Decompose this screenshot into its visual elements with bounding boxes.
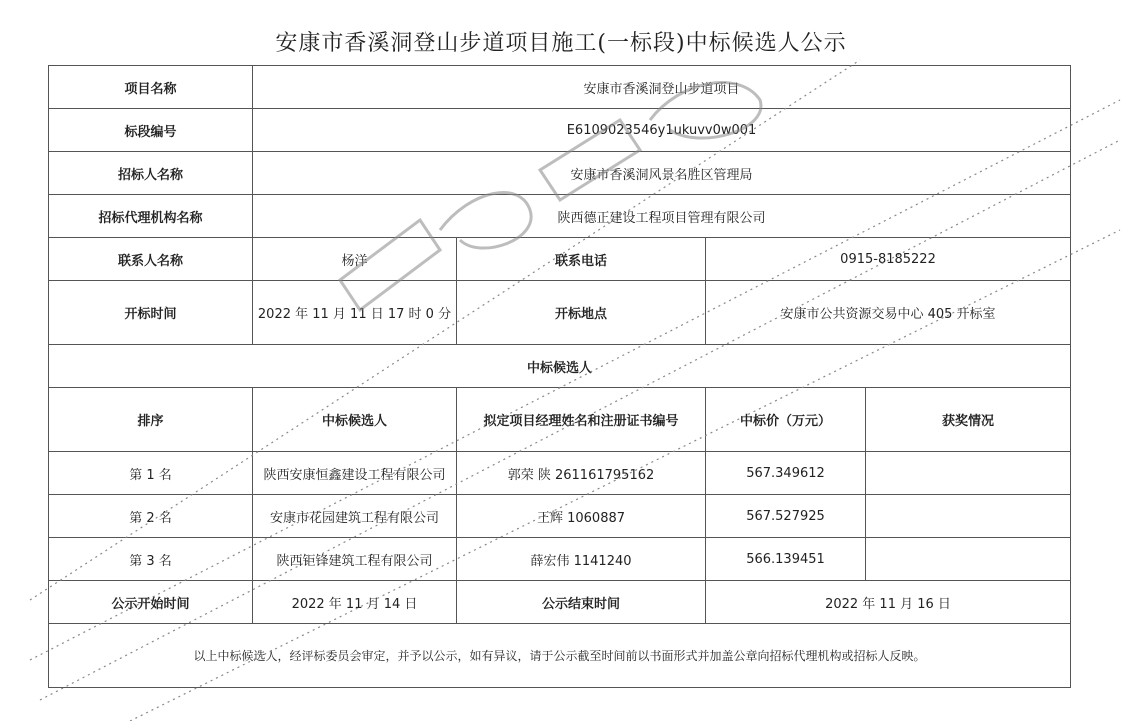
page-title: 安康市香溪洞登山步道项目施工(一标段)中标候选人公示 [275,31,847,56]
candidate-manager: 薛宏伟 1141240 [457,538,706,581]
candidate-company: 安康市花园建筑工程有限公司 [253,495,457,538]
publicity-start-value: 2022 年 11 月 14 日 [253,581,457,624]
table-row [49,538,1071,581]
bid-candidate-table [48,65,1071,688]
column-header-awards: 获奖情况 [866,388,1071,452]
contact-row [49,238,1071,281]
agency-value: 陕西德正建设工程项目管理有限公司 [253,195,1071,238]
contact-value: 杨洋 [253,238,457,281]
candidates-heading: 中标候选人 [49,345,1071,388]
candidate-company: 陕西钜锋建筑工程有限公司 [253,538,457,581]
open-place-value: 安康市公共资源交易中心 405 开标室 [706,281,1071,345]
candidate-price: 567.527925 [706,495,866,538]
section-number-label: 标段编号 [49,109,253,152]
candidate-manager: 王辉 1060887 [457,495,706,538]
agency-row [49,195,1071,238]
publicity-end-value: 2022 年 11 月 16 日 [706,581,1071,624]
candidates-heading-row [49,345,1071,388]
publicity-start-label: 公示开始时间 [49,581,253,624]
table-row [49,452,1071,495]
candidate-manager: 郭荣 陕 261161795162 [457,452,706,495]
column-header-candidate: 中标候选人 [253,388,457,452]
tenderer-row [49,152,1071,195]
tenderer-value: 安康市香溪洞风景名胜区管理局 [253,152,1071,195]
tenderer-label: 招标人名称 [49,152,253,195]
project-name-value: 安康市香溪洞登山步道项目 [253,66,1071,109]
publicity-end-label: 公示结束时间 [457,581,706,624]
phone-value: 0915-8185222 [706,238,1071,281]
phone-label: 联系电话 [457,238,706,281]
open-time-label: 开标时间 [49,281,253,345]
section-number-row [49,109,1071,152]
candidate-rank: 第 3 名 [49,538,253,581]
open-time-row [49,281,1071,345]
candidate-award [866,452,1071,495]
notice-row [49,624,1071,688]
agency-label: 招标代理机构名称 [49,195,253,238]
candidate-price: 566.139451 [706,538,866,581]
section-number-value: E6109023546y1ukuvv0w001 [253,109,1071,152]
contact-label: 联系人名称 [49,238,253,281]
candidate-price: 567.349612 [706,452,866,495]
project-name-label: 项目名称 [49,66,253,109]
candidates-header-row [49,388,1071,452]
notice-text: 以上中标候选人，经评标委员会审定，并予以公示，如有异议，请于公示截至时间前以书面形式并加盖公章向招标代理机构或招标人反映。 [49,624,1071,688]
candidate-rank: 第 1 名 [49,452,253,495]
candidate-company: 陕西安康恒鑫建设工程有限公司 [253,452,457,495]
table-row [49,495,1071,538]
publicity-period-row [49,581,1071,624]
open-place-label: 开标地点 [457,281,706,345]
column-header-manager: 拟定项目经理姓名和注册证书编号 [457,388,706,452]
candidate-award [866,495,1071,538]
column-header-rank: 排序 [49,388,253,452]
candidate-award [866,538,1071,581]
candidate-rank: 第 2 名 [49,495,253,538]
project-name-row [49,66,1071,109]
column-header-price: 中标价（万元） [706,388,866,452]
open-time-value: 2022 年 11 月 11 日 17 时 0 分 [253,281,457,345]
